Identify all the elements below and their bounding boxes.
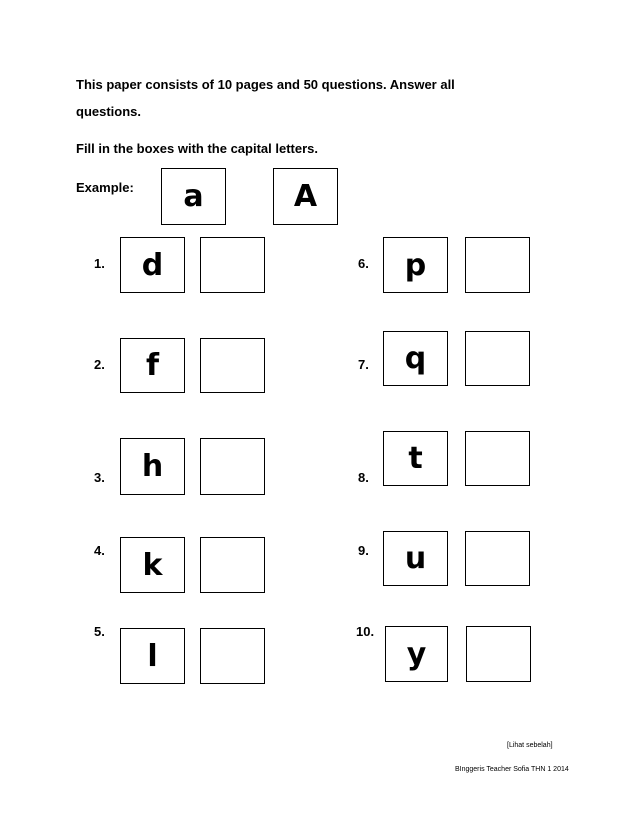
answer-box[interactable] <box>200 628 265 684</box>
intro-line-1: This paper consists of 10 pages and 50 questions. Answer all <box>76 77 455 92</box>
question-letter-box: h <box>120 438 185 495</box>
answer-box[interactable] <box>466 626 531 682</box>
question-number: 7. <box>358 357 369 372</box>
question-letter-box: f <box>120 338 185 393</box>
question-number: 6. <box>358 256 369 271</box>
answer-box[interactable] <box>200 537 265 593</box>
question-number: 10. <box>356 624 375 639</box>
question-letter-box: y <box>385 626 448 682</box>
example-uppercase-box: A <box>273 168 338 225</box>
answer-box[interactable] <box>465 331 530 386</box>
answer-box[interactable] <box>200 438 265 495</box>
question-number: 9. <box>358 543 369 558</box>
question-letter-box: t <box>383 431 448 486</box>
question-number: 2. <box>94 357 105 372</box>
question-letter-box: k <box>120 537 185 593</box>
turn-over-note: [Lihat sebelah] <box>507 742 553 749</box>
answer-box[interactable] <box>200 237 265 293</box>
question-letter-box: d <box>120 237 185 293</box>
example-lowercase-box: a <box>161 168 226 225</box>
answer-box[interactable] <box>465 237 530 293</box>
answer-box[interactable] <box>465 531 530 586</box>
example-label: Example: <box>76 180 134 195</box>
question-number: 3. <box>94 470 105 485</box>
answer-box[interactable] <box>200 338 265 393</box>
question-number: 5. <box>94 624 105 639</box>
question-number: 8. <box>358 470 369 485</box>
answer-box[interactable] <box>465 431 530 486</box>
footer-credit: BInggeris Teacher Sofia THN 1 2014 <box>455 766 569 773</box>
question-letter-box: p <box>383 237 448 293</box>
question-letter-box: q <box>383 331 448 386</box>
question-letter-box: l <box>120 628 185 684</box>
instruction: Fill in the boxes with the capital letters. <box>76 141 318 156</box>
question-number: 1. <box>94 256 105 271</box>
question-letter-box: u <box>383 531 448 586</box>
question-number: 4. <box>94 543 105 558</box>
intro-line-2: questions. <box>76 104 142 119</box>
